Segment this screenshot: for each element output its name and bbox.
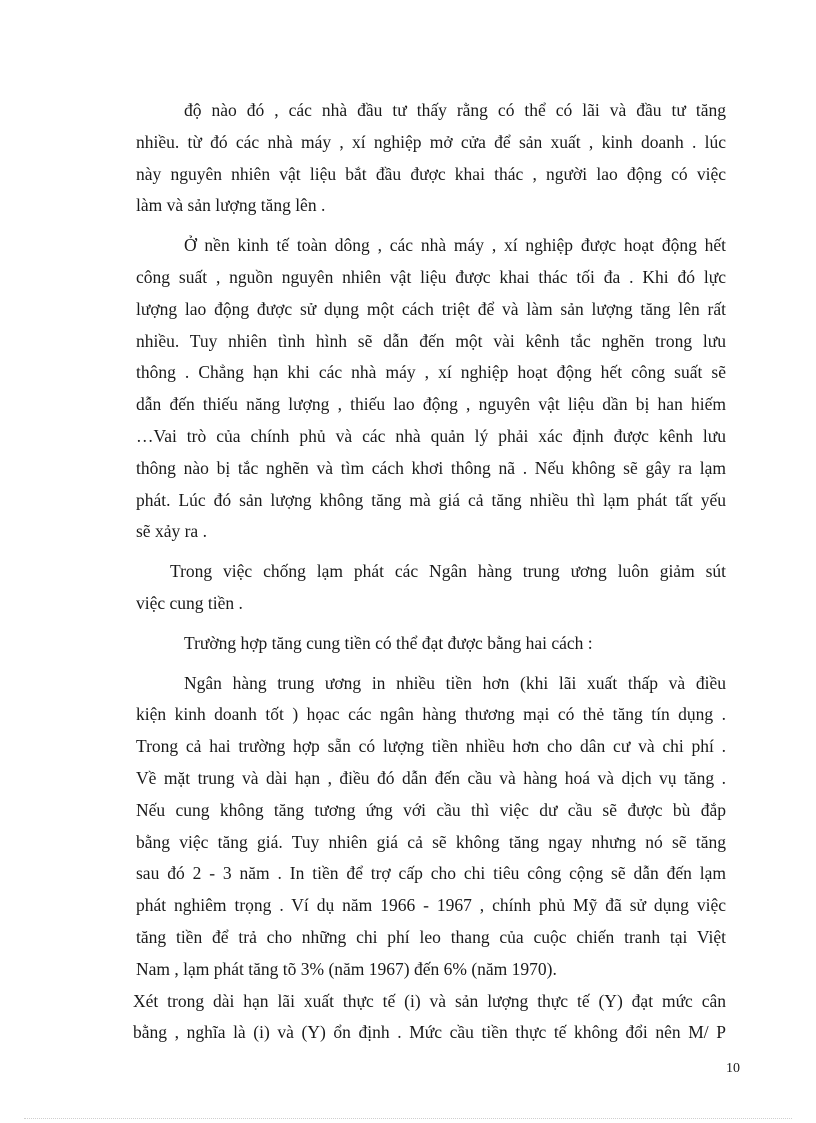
- text-line: Về mặt trung và dài hạn , điều đó dẫn đến cầu và hàng hoá và dịch vụ tăng .: [136, 767, 726, 788]
- text-line: kiện kinh doanh tốt ) họac các ngân hàng thương mại có thẻ tăng tín dụng .: [136, 704, 726, 725]
- body-text: [133, 95, 726, 1049]
- text-line: bằng việc tăng giá. Tuy nhiên giá cả sẽ không tăng ngay nhưng nó sẽ tăng: [136, 831, 726, 852]
- text-line: phát. Lúc đó sản lượng không tăng mà giá cả tăng nhiều thì lạm phát tất yếu: [136, 489, 726, 510]
- text-line: thông . Chẳng hạn khi các nhà máy , xí nghiệp hoạt động hết công suất sẽ: [136, 362, 726, 383]
- footer-divider: [24, 1118, 792, 1119]
- text-line: Trong cả hai trường hợp sẵn có lượng tiền nhiều hơn cho dân cư và chi phí .: [136, 736, 726, 757]
- text-line: …Vai trò của chính phủ và các nhà quản lý phải xác định được kênh lưu: [136, 425, 726, 446]
- text-line: thông nào bị tắc nghẽn và tìm cách khơi thông nã . Nếu không sẽ gây ra lạm: [136, 457, 726, 478]
- text-line: nhiều. Tuy nhiên tình hình sẽ dẫn đến một vài kênh tắc nghẽn trong lưu: [136, 330, 726, 351]
- text-line: phát nghiêm trọng . Ví dụ năm 1966 - 1967 , chính phủ Mỹ đã sử dụng việc: [136, 895, 726, 916]
- text-line: Trường hợp tăng cung tiền có thể đạt được bằng hai cách :: [184, 632, 593, 653]
- text-line: công suất , nguồn nguyên nhiên vật liệu được khai thác tối đa . Khi đó lực: [136, 266, 726, 287]
- paragraph: [133, 986, 726, 1050]
- text-line: việc cung tiền .: [136, 592, 243, 613]
- text-line: Nếu cung không tăng tương ứng với cầu thì việc dư cầu sẽ được bù đắp: [136, 799, 726, 820]
- text-line: sẽ xảy ra .: [136, 521, 207, 542]
- paragraph: [136, 668, 726, 986]
- paragraph: [136, 628, 726, 660]
- text-line: tăng tiền để trả cho những chi phí leo thang của cuộc chiến tranh tại Việt: [136, 926, 726, 947]
- text-line: bằng , nghĩa là (i) và (Y) ổn định . Mức cầu tiền thực tế không đổi nên M/ P: [133, 1022, 726, 1043]
- text-line: này nguyên nhiên vật liệu bắt đầu được khai thác , người lao động có việc: [136, 163, 726, 184]
- text-line: sau đó 2 - 3 năm . In tiền để trợ cấp cho chi tiêu công cộng sẽ dẫn đến lạm: [136, 863, 726, 884]
- text-line: nhiều. từ đó các nhà máy , xí nghiệp mở cửa để sản xuất , kinh doanh . lúc: [136, 131, 726, 152]
- text-line: lượng lao động được sử dụng một cách triệt để và làm sản lượng tăng lên rất: [136, 298, 726, 319]
- text-line: Trong việc chống lạm phát các Ngân hàng trung ương luôn giảm sút: [170, 561, 726, 582]
- paragraph: [136, 95, 726, 222]
- text-line: Ở nền kinh tế toàn dông , các nhà máy , xí nghiệp được hoạt động hết: [184, 235, 726, 256]
- paragraph: [136, 230, 726, 548]
- text-line: Nam , lạm phát tăng tõ 3% (năm 1967) đến 6% (năm 1970).: [136, 958, 557, 979]
- text-line: độ nào đó , các nhà đầu tư thấy rằng có thể có lãi và đầu tư tăng: [184, 100, 726, 120]
- text-line: Xét trong dài hạn lãi xuất thực tế (i) và sản lượng thực tế (Y) đạt mức cân: [133, 990, 726, 1011]
- paragraph: [136, 556, 726, 620]
- text-line: dẫn đến thiếu năng lượng , thiếu lao động , nguyên vật liệu dần bị han hiếm: [136, 394, 726, 415]
- page-number: 10: [726, 1061, 740, 1076]
- text-line: làm và sản lượng tăng lên .: [136, 195, 326, 216]
- text-line: Ngân hàng trung ương in nhiều tiền hơn (khi lãi xuất thấp và điều: [184, 672, 726, 693]
